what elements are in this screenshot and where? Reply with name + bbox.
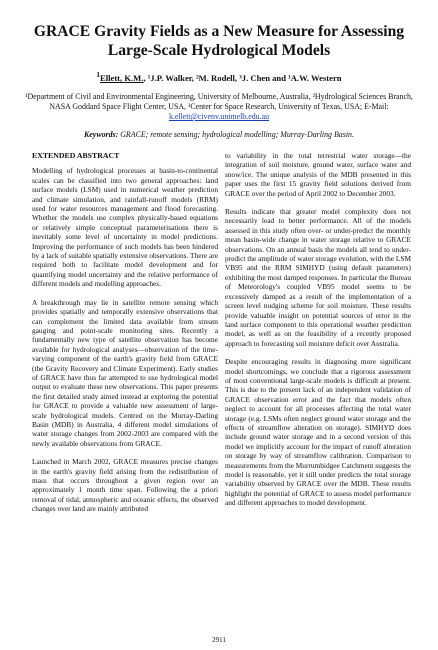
- affiliations: [22, 92, 416, 122]
- author-1-name: Ellett, K.M.: [100, 72, 144, 83]
- abstract-paragraph: A breakthrough may lie in satellite remote sensing which provides spatially and temporally extensive observations that can complement the limited data available from stream gauging and point-scale monitoring sites. Recently a fundamentally new type of satellite observation has become available for hydrological analyses—observation of the time-varying component of the earth's gravity field from GRACE (the Gravity Recovery and Climate Experiment). Early studies of GRACE have thus far attempted to use hydrological model output to evaluate these new observations. This paper presents the first detailed study aimed instead at exploring the potential for GRACE to provide a valuable new assessment of large-scale hydrological models. Centred on the Murray-Darling Basin (MDB) in Australia, 4 different model simulations of water storage changes from 2002-2003 are compared with the newly available observations from GRACE.: [32, 297, 218, 448]
- affiliations-text: ¹Department of Civil and Environmental Engineering, University of Melbourne, Australia, ²Hydrological Sciences Branch, NASA Goddard Space Flight Center, USA, ³Center for Space Research, University of Texas, USA;: [25, 92, 413, 111]
- email-label: E-Mail:: [364, 102, 389, 111]
- keywords-line: [18, 130, 420, 140]
- author-1-affiliation-mark: 1: [96, 71, 100, 79]
- paper-title: GRACE Gravity Fields as a New Measure for Assessing Large-Scale Hydrological Models: [33, 23, 405, 59]
- abstract-paragraph: Launched in March 2002, GRACE measures precise changes in the earth's gravity field arising from the redistribution of mass that occurs throughout a given region over an approximately 1 month time span. Following the a priori removal of tidal, atmospheric and oceanic effects, the observed changes over land are mainly attributed: [32, 457, 218, 514]
- section-heading: EXTENDED ABSTRACT: [32, 151, 120, 160]
- right-column: [225, 151, 411, 517]
- abstract-paragraph: Modelling of hydrological processes at basin-to-continental scales can be classified into two general approaches: land surface models (LSM) used in numerical weather prediction and climate simulation, and rainfall-runoff models (RRM) used for water resources management and flood forecasting. Whether the models use complex physically-based equations or relatively simple conceptual parameterisations there is inevitably some level of uncertainty in model predictions. Improving the performance of such models has been hindered by a lack of suitable spatially extensive observations. There are required both to facilitate model development and for quantifying model uncertainty and the relative performance of different models and modelling approaches.: [32, 166, 218, 289]
- keywords-label: Keywords:: [84, 130, 119, 139]
- author-list-rest: , ¹J.P. Walker, ²M. Rodell, ³J. Chen and ¹A.W. Western: [143, 72, 342, 83]
- abstract-paragraph: to variability in the total terrestrial water storage—the integration of soil moisture, ground water, surface water and snow/ice. The unique analysis of the MDB presented in this paper uses the first 15 gravity field solutions derived from GRACE over the period of April 2002 to December 2003.: [225, 151, 411, 198]
- abstract-paragraph: Despite encouraging results in diagnosing more significant model shortcomings, we conclude that a rigorous assessment of most conventional large-scale models is difficult at present. This is due to the present lack of an independent validation of GRACE observation error and the fact that models often neglect to account for all processes affecting the total water storage (e.g. LSMs often neglect ground water storage and the effects of streamflow alteration on storage). SIMHYD does include ground water storage and in a second version of this model we implicitly account for the impact of runoff alteration on storage by way of streamflow calibration. Comparison to measurements from the Murrumbidgee Catchment suggests the model is reasonable, yet it still under predicts the total storage variability observed by GRACE over the MDB. These results highlight the potential of GRACE to assess model performance and different approaches to model development.: [225, 357, 412, 508]
- keywords-text: GRACE; remote sensing; hydrological modelling; Murray-Darling Basin.: [120, 130, 354, 139]
- left-column: [32, 151, 218, 523]
- email-link[interactable]: k.ellett@civenv.unimelb.edu.au: [168, 112, 270, 121]
- page-number: 2911: [212, 636, 226, 644]
- author-list: [18, 70, 420, 84]
- abstract-paragraph: Results indicate that greater model complexity does not necessarily lead to better performance. All of the models assessed in this study often over- or under-predict the monthly mean basin-wide change in water storage relative to GRACE observations. On an annual basis the models all tend to under-predict the amplitude of water storage evolution, with the LSM VB95 and the RRM SIMHYD (using default parameters) exhibiting the most damped responses. In particular the Bureau of Meteorology's coupled VB95 model seems to be excessively damped as a result of the implementation of a screen level nudging scheme for soil moisture. These results provide valuable insight on potential sources of error in the land surface component to this operational weather prediction model, as well as on the feasibility of a recently proposed approach to forecasting soil moisture deficit over Australia.: [225, 207, 411, 348]
